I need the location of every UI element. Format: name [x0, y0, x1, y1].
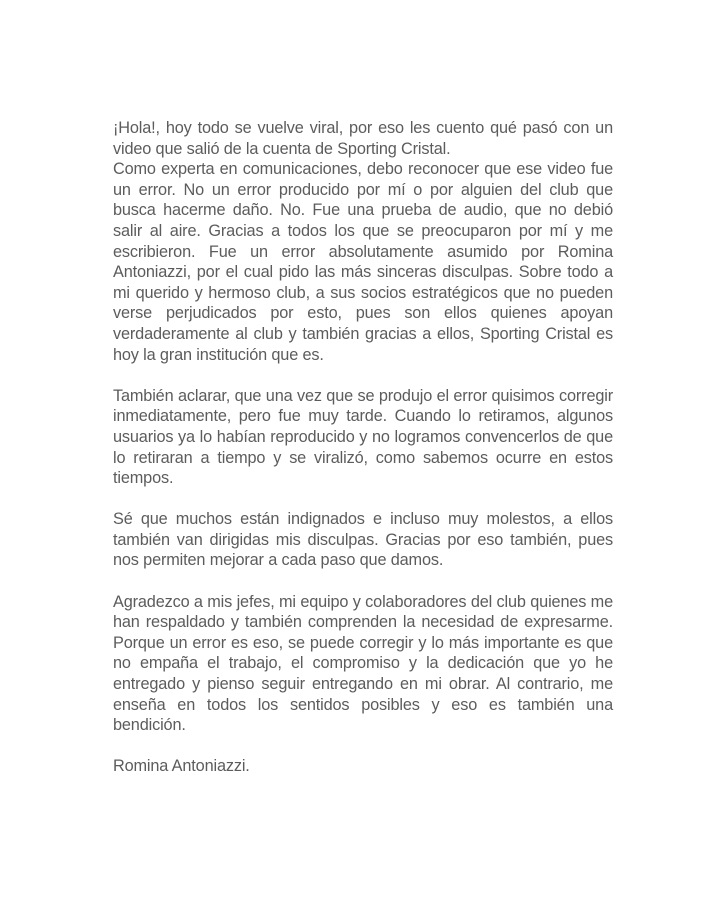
gratitude-paragraph: Agradezco a mis jefes, mi equipo y colaboradores del club quienes me han respaldado y también comprenden la necesidad de expresarme. Porque un error es eso, se puede corregir y lo más importante es que no empaña el trabajo, el compromiso y la dedicación que yo he entregado y pienso seguir entregando en mi obrar. Al contrario, me enseña en todos los sentidos posibles y eso es también una bendición.	[113, 592, 613, 735]
statement-letter	[113, 118, 613, 777]
clarification-paragraph: También aclarar, que una vez que se produjo el error quisimos corregir inmediatamente, pero fue muy tarde. Cuando lo retiramos, algunos usuarios ya lo habían reproducido y no logramos convencerlos de que lo retiraran a tiempo y se viralizó, como sabemos ocurre en estos tiempos.	[113, 386, 613, 488]
apology-body: Como experta en comunicaciones, debo reconocer que ese video fue un error. No un error producido por mí o por alguien del club que busca hacerme daño. No. Fue una prueba de audio, que no debió salir al aire. Gracias a todos los que se preocuparon por mí y me escribieron. Fue un error absolutamente asumido por Romina Antoniazzi, por el cual pido las más sinceras disculpas. Sobre todo a mi querido y hermoso club, a sus socios estratégicos que no pueden verse perjudicados por esto, pues son ellos quienes apoyan verdaderamente al club y también gracias a ellos, Sporting Cristal es hoy la gran institución que es.	[113, 160, 613, 364]
signature: Romina Antoniazzi.	[113, 757, 250, 776]
intro-paragraph	[113, 118, 613, 365]
indignation-paragraph: Sé que muchos están indignados e incluso muy molestos, a ellos también van dirigidas mis disculpas. Gracias por eso también, pues nos permiten mejorar a cada paso que damos.	[113, 510, 613, 570]
greeting-sentence: ¡Hola!, hoy todo se vuelve viral, por eso les cuento qué pasó con un video que salió de la cuenta de Sporting Cristal.	[113, 119, 613, 158]
